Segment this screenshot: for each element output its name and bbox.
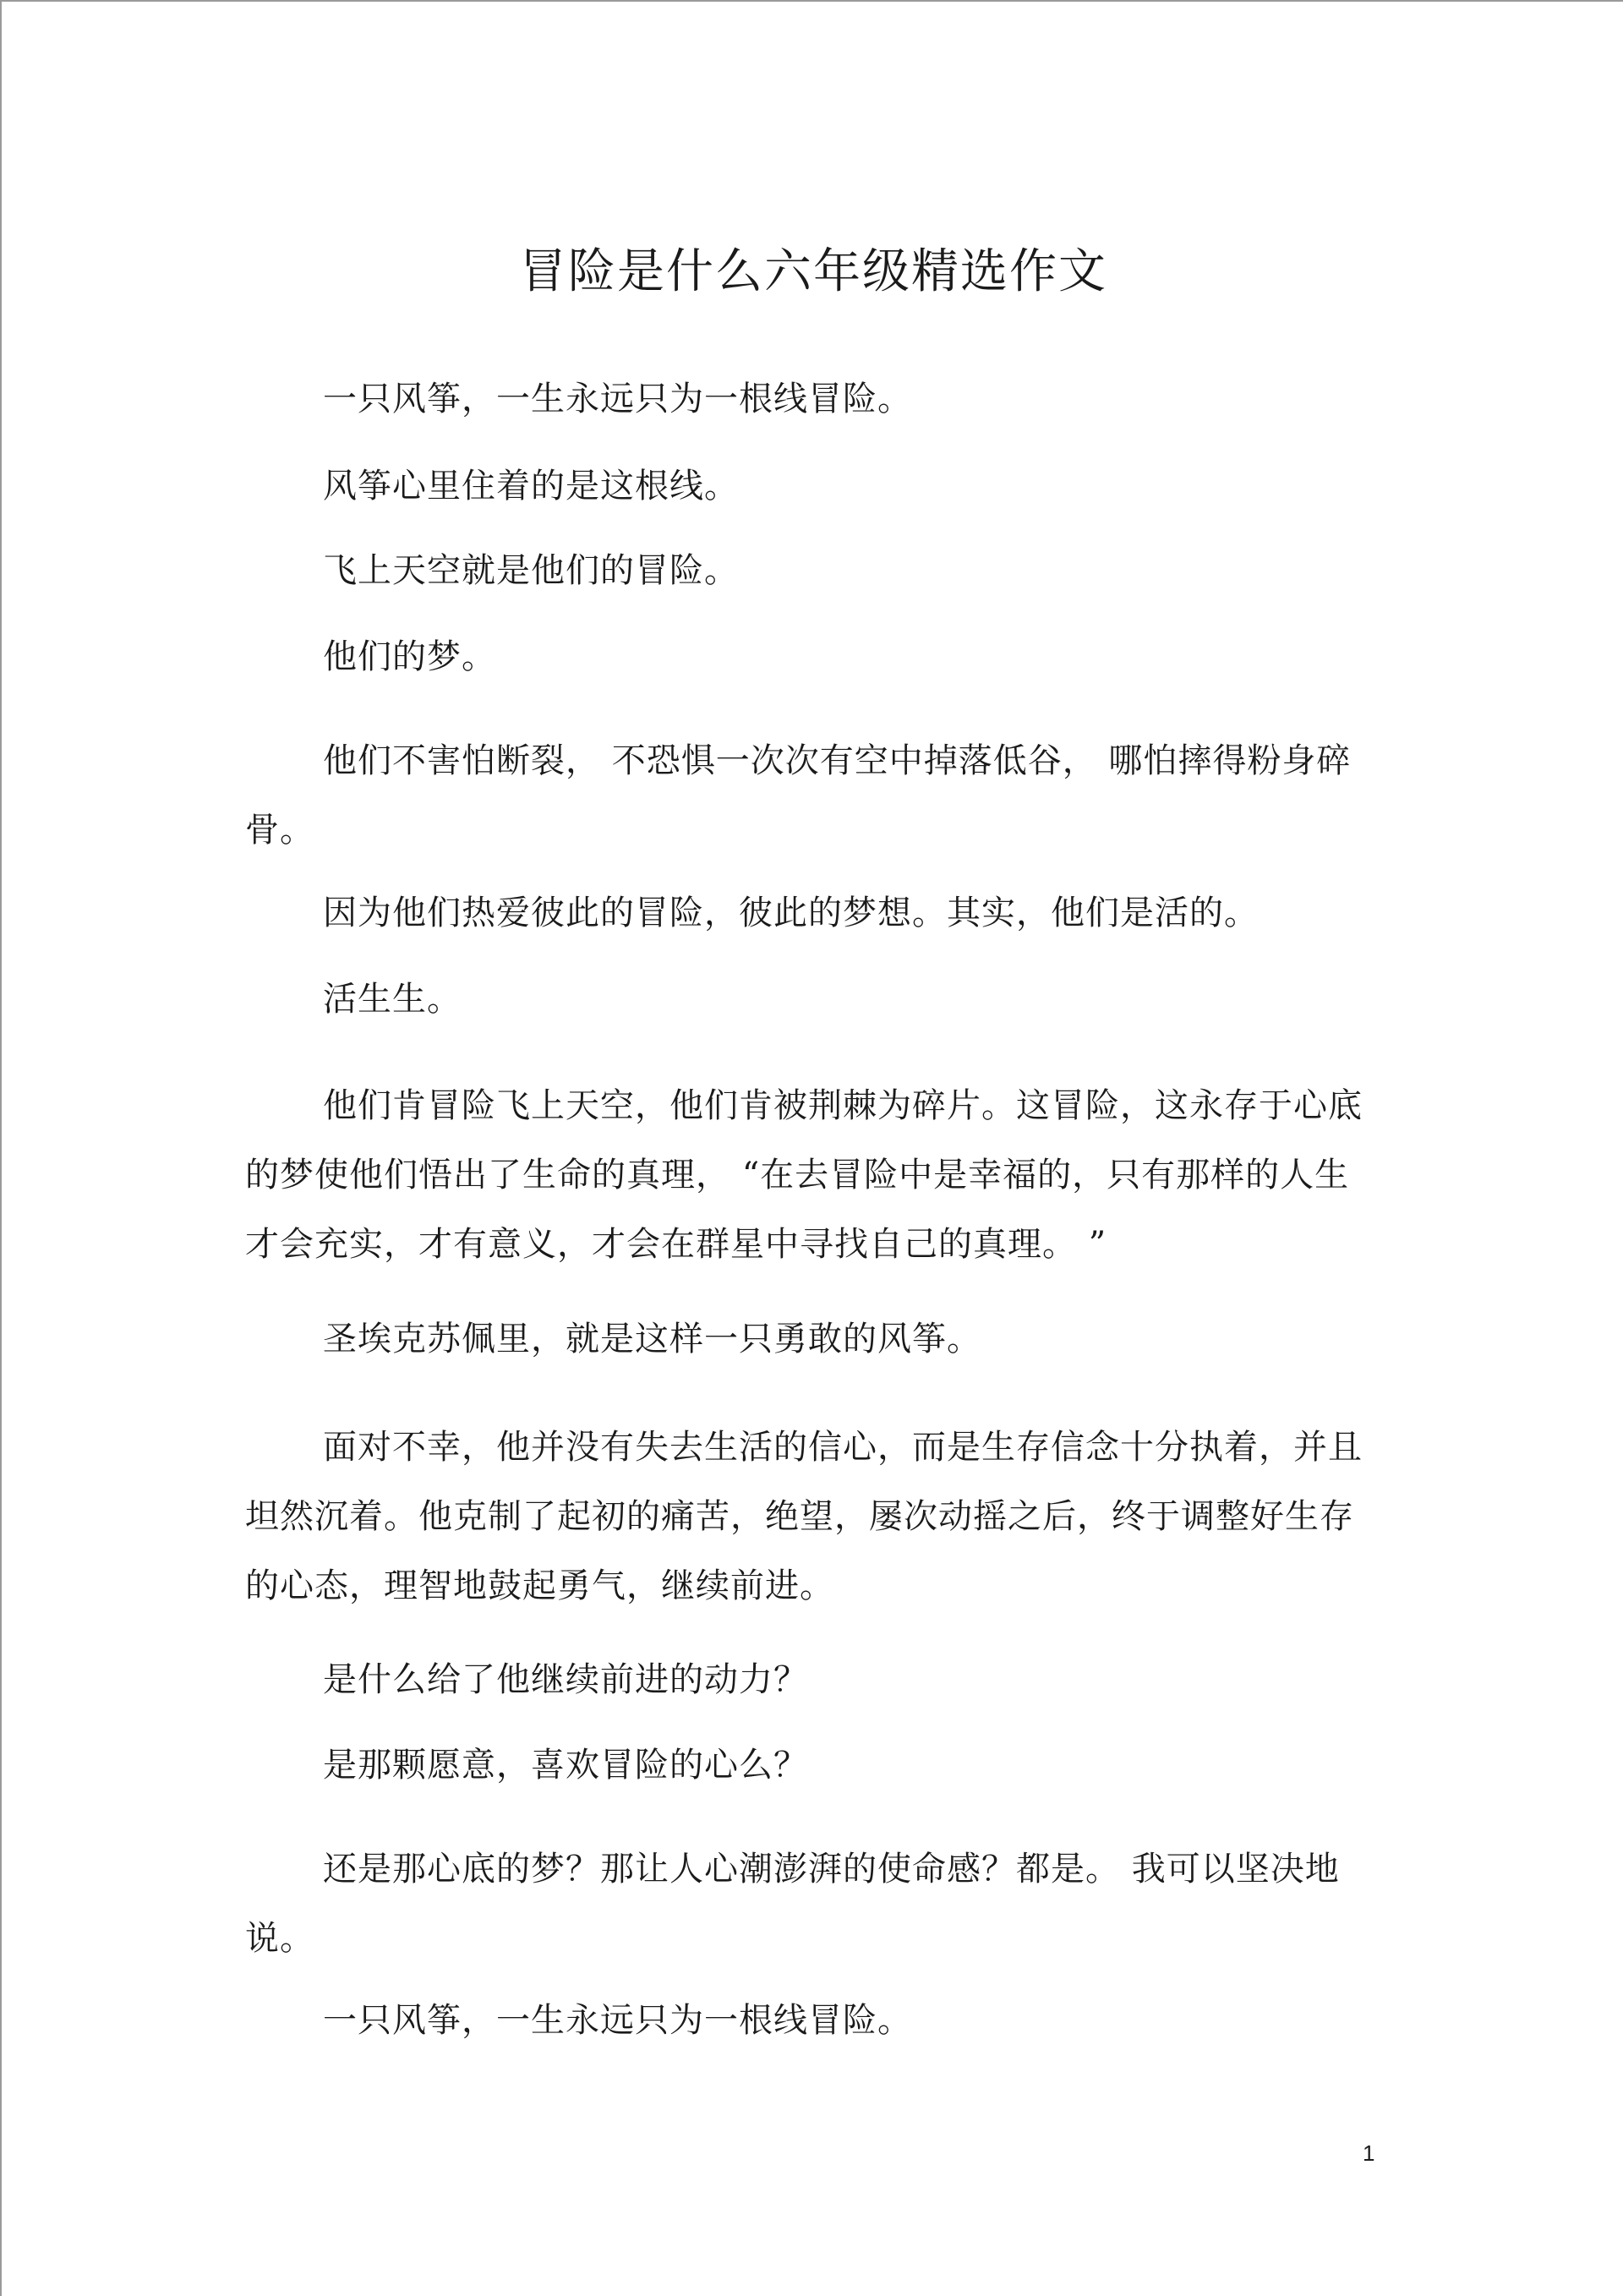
paragraph: 他们肯冒险飞上天空，他们肯被荆棘为碎片。这冒险，这永存于心底的梦使他们悟出了生命的真理， “在去冒险中是幸福的，只有那样的人生才会充实，才有意义，才会在群星中寻找自己的真理。 ” <box>245 1086 1363 1264</box>
paragraph: 飞上天空就是他们的冒险。 <box>323 551 739 590</box>
paragraph: 圣埃克苏佩里，就是这样一只勇敢的风筝。 <box>323 1320 981 1358</box>
paragraph: 一只风筝，一生永远只为一根线冒险。 <box>323 2001 912 2040</box>
paragraph: 因为他们热爱彼此的冒险，彼此的梦想。其实，他们是活的。 <box>323 894 1259 932</box>
paragraph: 活生生。 <box>323 980 462 1019</box>
paragraph: 是那颗愿意，喜欢冒险的心么？ <box>323 1746 808 1785</box>
page-number: 1 <box>1363 2140 1375 2166</box>
paragraph: 还是那心底的梦？那让人心潮澎湃的使命感？都是。 我可以坚决地说。 <box>245 1850 1340 1958</box>
paragraph: 他们的梦。 <box>323 637 496 676</box>
paragraph: 是什么给了他继续前进的动力？ <box>323 1660 808 1699</box>
paragraph: 风筝心里住着的是这根线。 <box>323 467 739 506</box>
paragraph: 面对不幸，他并没有失去生活的信心，而是生存信念十分执着，并且坦然沉着。他克制了起初的痛苦，绝望，屡次动摇之后，终于调整好生存的心态，理智地鼓起勇气，继续前进。 <box>245 1428 1363 1605</box>
paragraph: 一只风筝，一生永远只为一根线冒险。 <box>323 380 912 418</box>
document-title: 冒险是什么六年级精选作文 <box>519 244 1107 299</box>
paragraph: 他们不害怕断裂， 不恐惧一次次有空中掉落低谷， 哪怕摔得粉身碎骨。 <box>245 741 1352 850</box>
